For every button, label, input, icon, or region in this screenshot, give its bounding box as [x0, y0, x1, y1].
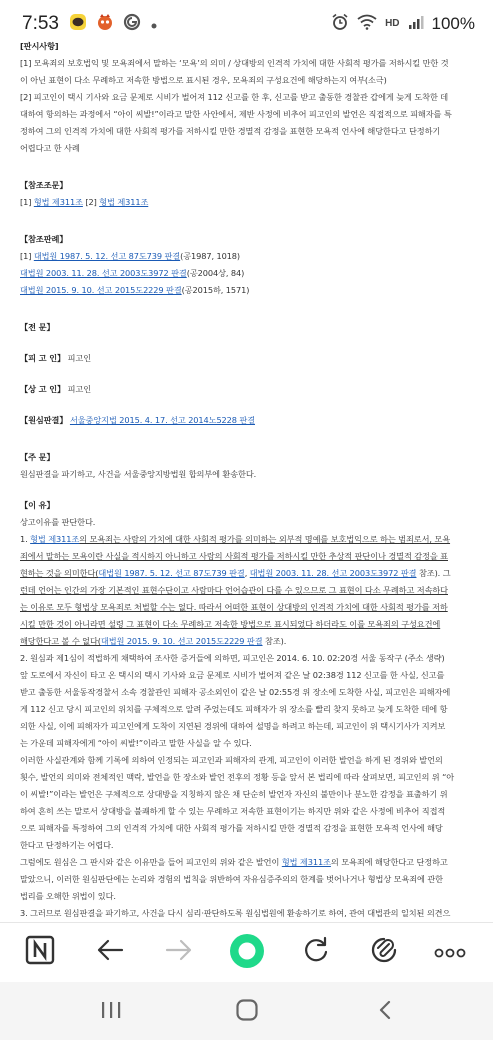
reason-line: 상고이유를 판단한다.	[20, 517, 96, 527]
reason-line: 으로 피해자를 특정하여 그의 인격적 가치에 대한 사회적 평가를 저하시킬 만한 경멸적 감정을 표현한 모욕적 언사에 해당	[20, 823, 443, 833]
reason-line: 는 가운데 피해자에게 “아이 씨발!”이라고 말한 사실을 알 수 있다.	[20, 738, 252, 748]
reason-line: 하여 흔히 쓰는 말로서 상대방을 불쾌하게 할 수 있는 무례하고 저속한 표현이기는 하지만 위와 같은 사정에 비추어 직접적	[20, 806, 446, 816]
ref-case-line: 대법원 2015. 9. 10. 선고 2015도2229 판결(공2015하, 1571)	[20, 285, 250, 295]
home-icon	[235, 998, 259, 1026]
back-arrow-icon	[96, 938, 124, 966]
green-dot-button[interactable]	[227, 933, 267, 973]
reason-line: 죄에서 말하는 모욕이란 사실을 적시하지 아니하고 사람의 사회적 평가를 저하시킬 만한 추상적 판단이나 경멸적 감정을 표	[20, 551, 448, 561]
ref-case-line: 대법원 2003. 11. 28. 선고 2003도3972 판결(공2004상, 84)	[20, 268, 245, 278]
ref-law-link-2[interactable]: 형법 제311조	[99, 197, 149, 207]
system-status-icons	[331, 13, 475, 35]
browser-toolbar	[0, 922, 493, 982]
signal-icon	[408, 14, 424, 34]
reason-line: 는 이유로 모두 형법상 모욕죄로 처벌할 수는 없다. 따라서 어떠한 표현이 상대방의 인격적 가치에 대한 사회적 평가를 저하	[20, 602, 448, 612]
original-judgment-link[interactable]: 서울중앙지법 2015. 4. 17. 선고 2014노5228 판결	[69, 415, 255, 425]
recent-apps-button[interactable]	[96, 998, 126, 1026]
system-back-icon	[376, 999, 394, 1025]
status-time: 7:53	[22, 13, 59, 34]
article-viewport[interactable]	[0, 38, 493, 918]
reason-line: 현하는 것을 의미한다(대법원 1987. 5. 12. 선고 87도739 판결, 대법원 2003. 11. 28. 선고 2003도3972 판결 참조). 그	[20, 568, 451, 578]
naver-n-icon	[25, 935, 55, 969]
summary-line: 이 아닌 표현이 다소 무례하고 저속한 방법으로 표시된 경우, 모욕죄의 구성요건에 해당하는지 여부(소극)	[20, 75, 387, 85]
case-link[interactable]: 대법원 1987. 5. 12. 선고 87도739 판결	[98, 568, 245, 578]
reason-line: 횟수, 발언의 의미와 전체적인 맥락, 발언을 한 장소와 발언 전후의 정황 등을 앞서 본 법리에 따라 살펴보면, 피고인의 위 “아	[20, 772, 455, 782]
naver-home-button[interactable]	[23, 935, 57, 969]
reason-line: 말았으니, 이러한 원심판단에는 논리와 경험의 법칙을 위반하여 자유심증주의의 한계를 벗어나거나 형법상 모욕죄에 관한	[20, 874, 443, 884]
case-link[interactable]: 대법원 2015. 9. 10. 선고 2015도2229 판결	[100, 636, 263, 646]
battery-percent: 100%	[431, 14, 475, 33]
browser-icon	[123, 13, 141, 35]
summary-line: [1] 모욕죄의 보호법익 및 모욕죄에서 말하는 ‘모욕’의 의미 / 상대방의 인격적 가치에 대한 사회적 평가를 저하시킬 만한 것	[20, 58, 449, 68]
ref-law-line: [1] 형법 제311조 [2] 형법 제311조	[20, 197, 149, 207]
recent-apps-icon	[100, 1000, 122, 1024]
original-judgment-field: 【원심판결】 서울중앙지법 2015. 4. 17. 선고 2014노5228 판결	[20, 415, 255, 425]
reason-line: 1. 형법 제311조의 모욕죄는 사람의 가치에 대한 사회적 평가를 의미하는 외부적 명예를 보호법익으로 하는 범죄로서, 모욕	[20, 534, 451, 544]
law-link[interactable]: 형법 제311조	[30, 534, 80, 544]
reason-line: 시킬 만한 것이 아니라면 설령 그 표현이 다소 무례하고 저속한 방법으로 표시되었다 하더라도 이를 모욕죄의 구성요건에	[20, 619, 441, 629]
system-back-button[interactable]	[370, 998, 400, 1026]
more-icon	[434, 943, 466, 962]
appellant-field: 【상 고 인】 피고인	[20, 384, 92, 394]
reason-line: 런데 언어는 인간의 가장 기본적인 표현수단이고 사람마다 언어습관이 다를 수 있으므로 그 표현이 다소 무례하고 저속하다	[20, 585, 448, 595]
paper-clip-icon	[369, 935, 399, 969]
reason-line: 앞 도로에서 자신이 타고 온 택시의 택시 기사와 요금 문제로 시비가 벌어져 같은 날 02:38경 112 신고를 한 사실, 신고를	[20, 670, 445, 680]
summary-line: 정하여 그의 인격적 가치에 대한 사회적 평가를 저하시킬 만한 경멸적 감정을 표현한 모욕적 언사에 해당한다고 단정하기	[20, 126, 441, 136]
ref-case-link-3[interactable]: 대법원 2015. 9. 10. 선고 2015도2229 판결	[20, 285, 182, 295]
court-decision-article	[20, 38, 475, 939]
summary-line: [2] 피고인이 택시 기사와 요금 문제로 시비가 벌어져 112 신고를 한 후, 신고를 받고 출동한 경찰관 갑에게 늦게 도착한 데	[20, 92, 449, 102]
ref-law-link-1[interactable]: 형법 제311조	[33, 197, 83, 207]
system-nav-bar	[0, 982, 493, 1040]
refresh-icon	[302, 936, 330, 968]
reason-line: 해당한다고 볼 수 없다(대법원 2015. 9. 10. 선고 2015도2229 판결 참조).	[20, 636, 287, 646]
reason-line: 게 112 신고 당시 피고인의 위치를 구체적으로 알려 주었는데도 피해자가 위 장소를 빨리 찾지 못하고 늦게 도착한 데에 항	[20, 704, 448, 714]
reason-line: 한다고 단정하기는 어렵다.	[20, 840, 114, 850]
back-button[interactable]	[93, 935, 127, 969]
notification-dot-icon	[150, 15, 158, 34]
notification-icons	[69, 13, 158, 35]
summary-line: 대하여 항의하는 과정에서 “아이 씨발!”이라고 말한 사안에서, 제반 사정에 비추어 피고인의 발언은 직접적으로 피해자를 특	[20, 109, 452, 119]
reason-line: 이러한 사실관계와 함께 기록에 의하여 인정되는 피고인과 피해자의 관계, 피고인이 이러한 발언을 하게 된 경위와 발언의	[20, 755, 443, 765]
clip-button[interactable]	[367, 935, 401, 969]
kakaotalk-icon	[69, 13, 87, 35]
green-dot-icon	[228, 932, 266, 974]
section-heading-summary: [판시사항]	[20, 41, 59, 51]
section-heading-full-text: 【전 문】	[20, 322, 55, 332]
ref-case-link-2[interactable]: 대법원 2003. 11. 28. 선고 2003도3972 판결	[20, 268, 187, 278]
more-button[interactable]	[433, 935, 467, 969]
holding-text: 원심판결을 파기하고, 사건을 서울중앙지방법원 합의부에 환송한다.	[20, 469, 257, 479]
law-link[interactable]: 형법 제311조	[281, 857, 331, 867]
wifi-icon	[357, 14, 377, 34]
hd-icon: HD	[385, 18, 400, 29]
summary-line: 어렵다고 한 사례	[20, 143, 80, 153]
section-heading-ref-cases: 【참조판례】	[20, 234, 68, 244]
reason-line: 2. 원심과 제1심이 적법하게 채택하여 조사한 증거들에 의하면, 피고인은 2014. 6. 10. 02:20경 서울 동작구 (주소 생략)	[20, 653, 445, 663]
forward-arrow-icon	[165, 938, 193, 966]
home-button[interactable]	[232, 998, 262, 1026]
reason-line: 받고 출동한 서울동작경찰서 소속 경찰관인 피해자 공소외인이 같은 날 02:55경 위 장소에 도착한 사실, 피고인은 피해자에	[20, 687, 451, 697]
reason-line: 의한 사실, 이에 피해자가 피고인에게 도착이 지연된 경위에 대하여 설명을 하려고 하는데, 피고인이 위 택시기사가 지켜보	[20, 721, 446, 731]
game-icon	[96, 13, 114, 35]
reason-line: 그럼에도 원심은 그 판시와 같은 이유만을 들어 피고인의 위와 같은 발언이 형법 제311조의 모욕죄에 해당한다고 단정하고	[20, 857, 448, 867]
section-heading-holding: 【주 문】	[20, 452, 55, 462]
reason-line: 3. 그러므로 원심판결을 파기하고, 사건을 다시 심리·판단하도록 원심법원에 환송하기로 하여, 관여 대법관의 일치된 의견으	[20, 908, 451, 918]
section-heading-reasons: 【이 유】	[20, 500, 55, 510]
ref-case-link-1[interactable]: 대법원 1987. 5. 12. 선고 87도739 판결	[33, 251, 181, 261]
reason-line: 이 씨발!”이라는 발언은 구체적으로 상대방을 지칭하지 않은 채 단순히 발언자 자신의 불만이나 분노한 감정을 표출하기 위	[20, 789, 448, 799]
section-heading-ref-law: 【참조조문】	[20, 180, 68, 190]
alarm-icon	[331, 13, 349, 35]
ref-case-line: [1] 대법원 1987. 5. 12. 선고 87도739 판결(공1987, 1018)	[20, 251, 241, 261]
case-link[interactable]: 대법원 2003. 11. 28. 선고 2003도3972 판결	[249, 568, 417, 578]
refresh-button[interactable]	[299, 935, 333, 969]
reason-line: 법리를 오해한 위법이 있다.	[20, 891, 116, 901]
forward-button[interactable]	[162, 935, 196, 969]
defendant-field: 【피 고 인】 피고인	[20, 353, 92, 363]
